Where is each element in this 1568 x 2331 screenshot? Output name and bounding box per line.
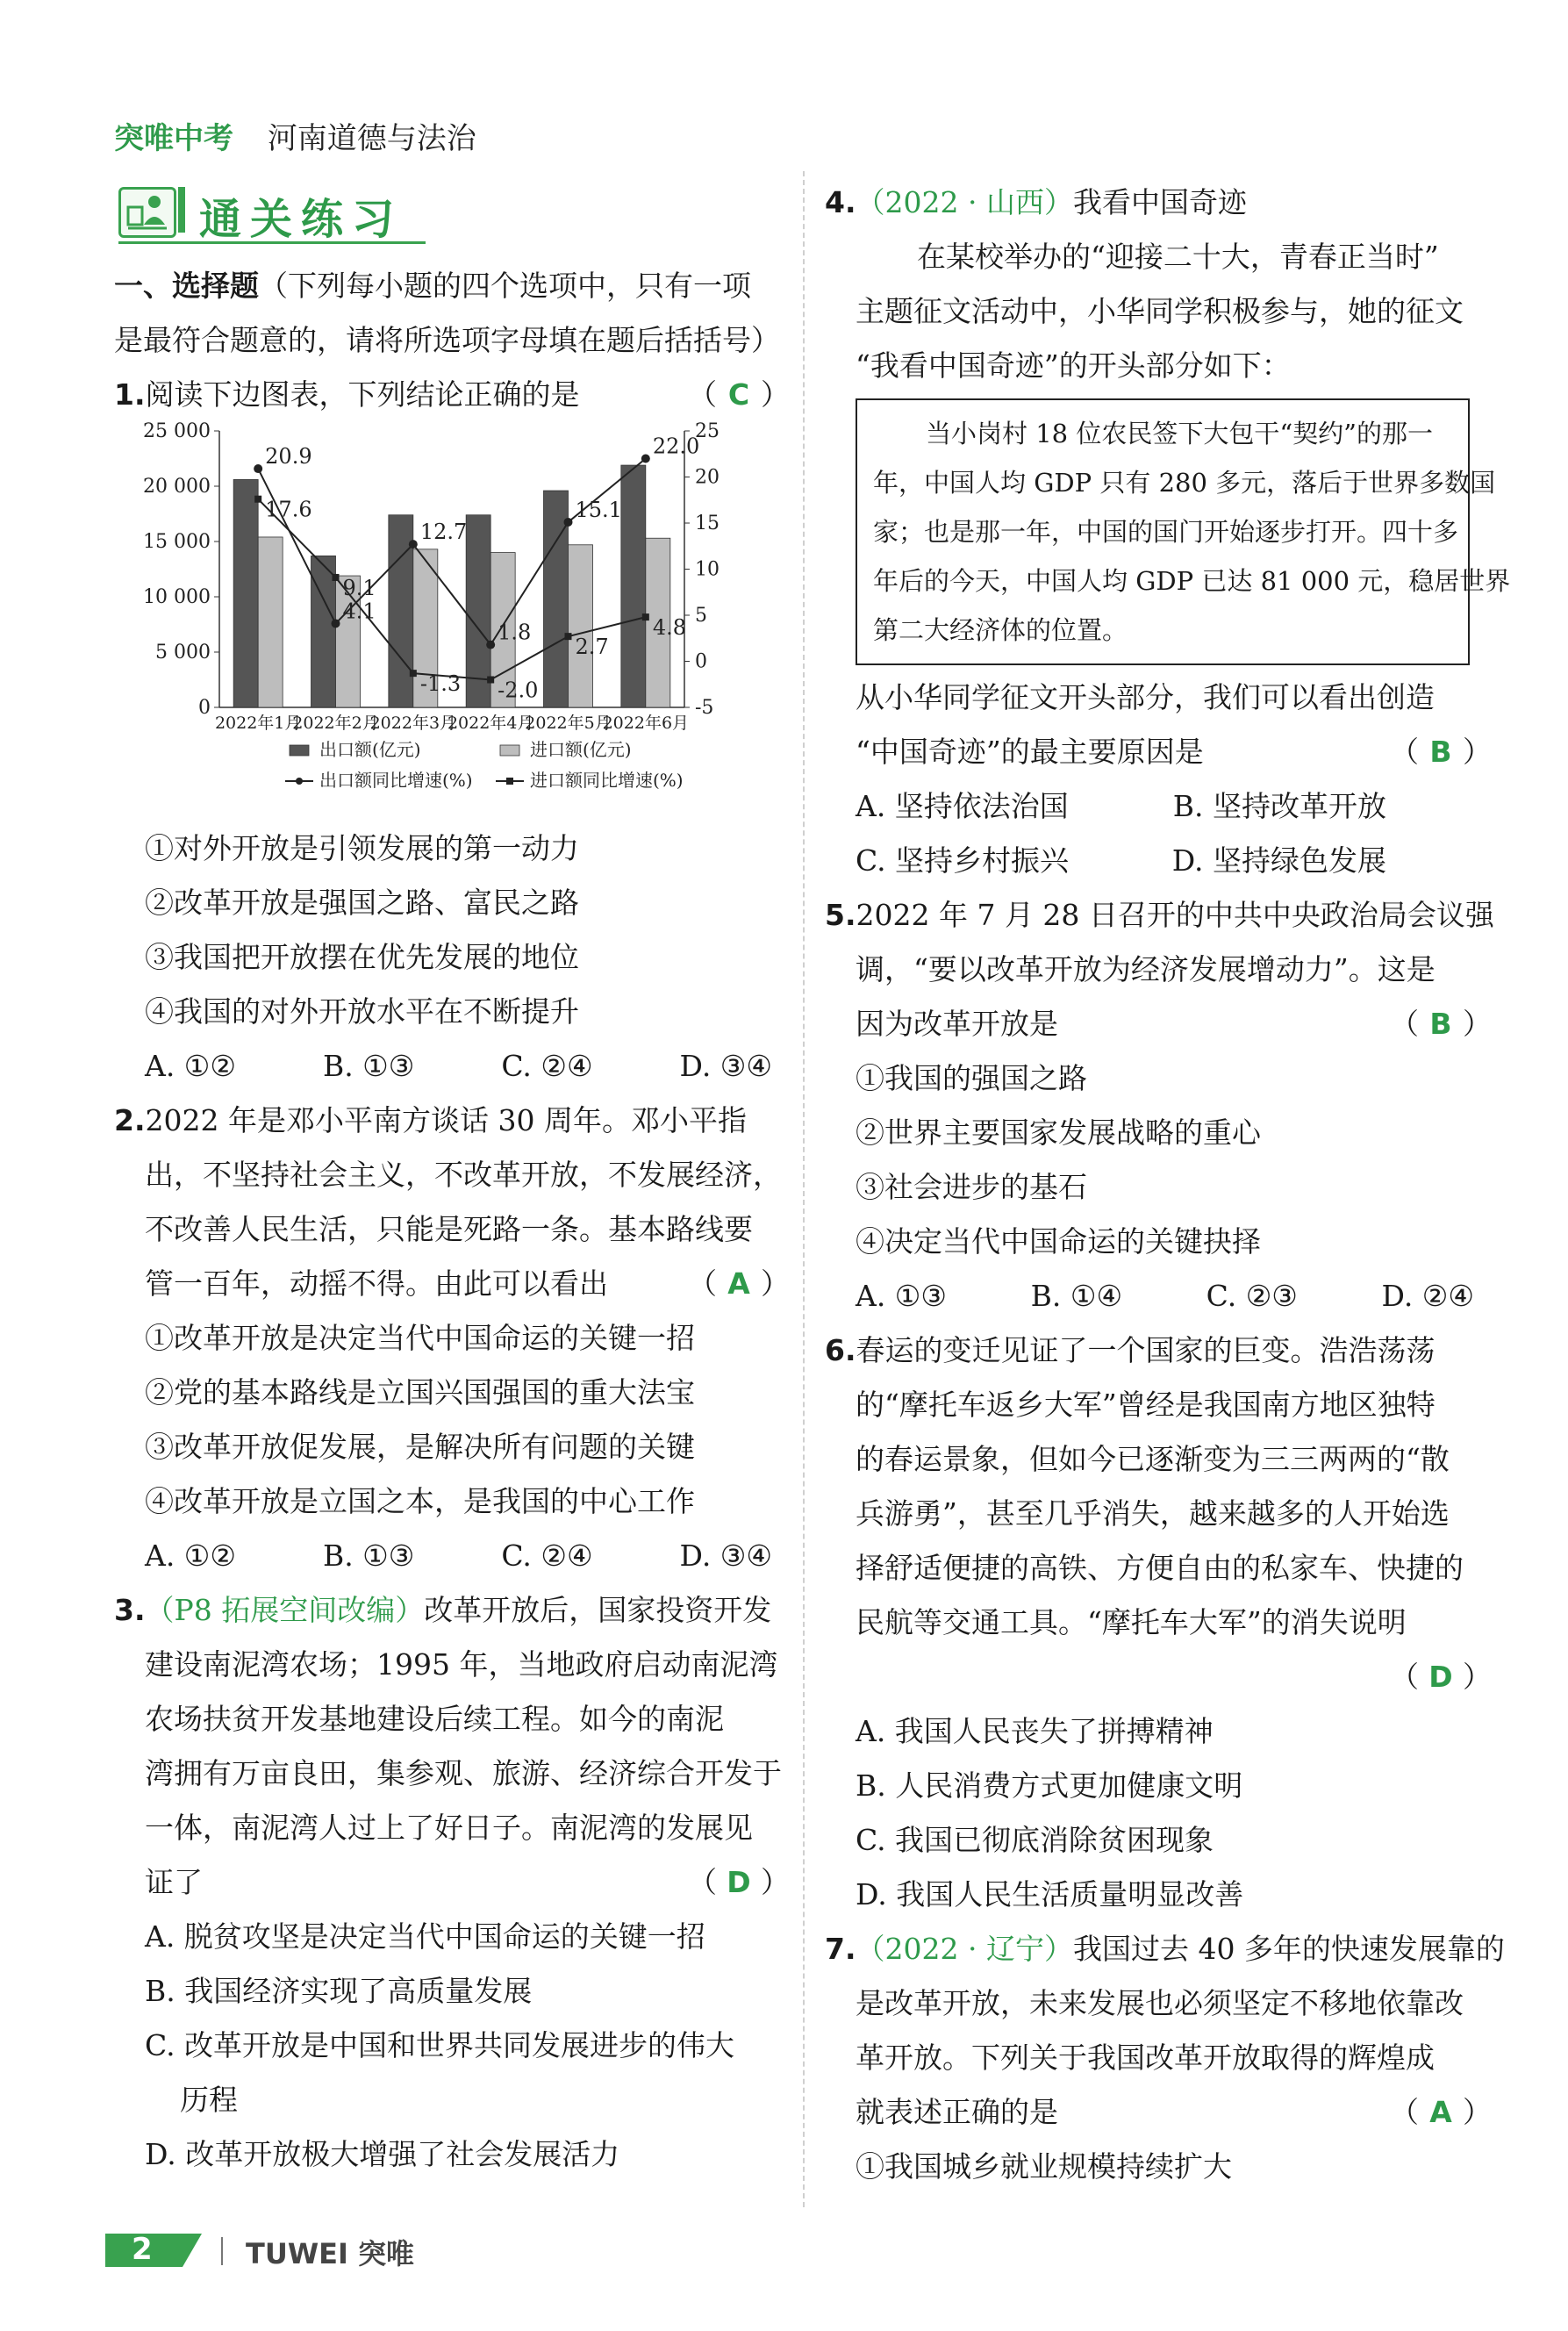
- question-6-line: 的“摩托车返乡大军”曾经是我国南方地区独特: [856, 1388, 1436, 1422]
- q5-options: [825, 1269, 1492, 1323]
- left-tick-label: 15 000: [143, 531, 211, 553]
- category-label: 2022年2月: [292, 714, 379, 733]
- data-label: 17.6: [265, 497, 312, 522]
- legend-marker: [296, 778, 303, 785]
- data-label: 20.9: [265, 444, 312, 470]
- option-c: C. ②④: [501, 1049, 593, 1083]
- question-2-line: 管一百年，动摇不得。由此可以看出 （ A ）: [114, 1257, 790, 1311]
- legend-label: 进口额同比增速(%): [530, 770, 684, 791]
- question-source: （2022 · 山西）: [856, 185, 1073, 219]
- q6-option-d: D. 我国人民生活质量明显改善: [856, 1877, 1244, 1911]
- question-4-intro: 在某校举办的“迎接二十大，青春正当时”: [917, 240, 1439, 274]
- question-3-line: 建设南泥湾农场；1995 年，当地政府启动南泥湾: [145, 1647, 778, 1682]
- q1-item-2: ②改革开放是强国之路、富民之路: [145, 886, 579, 920]
- point-export-growth: [486, 641, 495, 649]
- question-5-line: 5.2022 年 7 月 28 日召开的中共中央政治局会议强: [825, 898, 1494, 932]
- question-4-stem: 从小华同学征文开头部分，我们可以看出创造: [856, 680, 1435, 714]
- excerpt-line: 第二大经济体的位置。: [873, 615, 1128, 645]
- data-label: 4.1: [342, 599, 376, 624]
- question-2-line: 2.2022 年是邓小平南方谈话 30 周年。邓小平指: [114, 1103, 747, 1137]
- question-7-line: 革开放。下列关于我国改革开放取得的辉煌成: [856, 2041, 1435, 2075]
- point-import-growth: [333, 574, 340, 581]
- question-3-line: 3.（P8 拓展空间改编）改革开放后，国家投资开发: [114, 1593, 772, 1627]
- chart-svg: [114, 422, 790, 821]
- q1-item-4: ④我国的对外开放水平在不断提升: [145, 994, 579, 1029]
- answer-bracket: （ B ）: [1390, 725, 1492, 779]
- legend-marker: [506, 778, 513, 785]
- category-label: 2022年4月: [447, 714, 534, 733]
- data-label: 22.0: [652, 434, 700, 459]
- question-5-line: 因为改革开放是 （ B ）: [825, 997, 1492, 1051]
- column-divider: [803, 171, 805, 2207]
- question-6-line: 兵游勇”，甚至几乎消失，越来越多的人开始选: [856, 1496, 1450, 1531]
- option-b: B. 坚持改革开放: [1172, 789, 1386, 823]
- bar-export: [233, 479, 258, 707]
- option-d: D. ③④: [679, 1049, 772, 1083]
- data-label: 9.1: [342, 575, 376, 600]
- point-import-growth: [410, 670, 417, 677]
- q3-option-a: A. 脱贫攻坚是决定当代中国命运的关键一招: [145, 1919, 705, 1954]
- answer-bracket: （ D ）: [688, 1855, 790, 1910]
- q3-option-c: C. 改革开放是中国和世界共同发展进步的伟大: [145, 2028, 735, 2062]
- page-number: 2: [132, 2232, 153, 2267]
- reading-person-icon: [118, 187, 176, 238]
- left-tick-label: 10 000: [143, 586, 211, 608]
- excerpt-line: 当小岗村 18 位农民签下大包干“契约”的那一: [926, 419, 1433, 448]
- q5-item-2: ②世界主要国家发展战略的重心: [856, 1115, 1261, 1150]
- data-label: 12.7: [419, 520, 468, 545]
- right-tick-label: -5: [695, 697, 714, 719]
- q3-option-b: B. 我国经济实现了高质量发展: [145, 1974, 533, 2008]
- question-6-line: 民航等交通工具。“摩托车大军”的消失说明: [856, 1605, 1407, 1639]
- q6-option-a: A. 我国人民丧失了拼搏精神: [856, 1714, 1214, 1748]
- option-b: B. ①④: [1030, 1279, 1123, 1313]
- brand-label: 突唯中考: [114, 121, 233, 156]
- point-import-growth: [254, 496, 261, 503]
- question-6-line: 择舒适便捷的高铁、方便自由的私家车、快捷的: [856, 1551, 1464, 1585]
- question-4-intro: “我看中国奇迹”的开头部分如下：: [856, 348, 1291, 383]
- part-note: 是最符合题意的，请将所选项字母填在题后括括号）: [114, 323, 780, 357]
- bar-import: [569, 545, 593, 707]
- question-3-line: 农场扶贫开发基地建设后续工程。如今的南泥: [145, 1702, 724, 1736]
- q2-item-2: ②党的基本路线是立国兴国强国的重大法宝: [145, 1375, 695, 1409]
- section-title-text: 通关练习: [199, 195, 404, 244]
- section-title: [118, 180, 426, 244]
- legend-swatch: [500, 745, 519, 756]
- question-4-stem: “中国奇迹”的最主要原因是 （ B ）: [825, 725, 1492, 779]
- question-7-line: 是改革开放，未来发展也必须坚定不移地依靠改: [856, 1986, 1464, 2020]
- q4-options-row-1: [825, 779, 1492, 834]
- right-tick-label: 20: [695, 466, 720, 489]
- right-tick-label: 0: [695, 650, 707, 673]
- option-d: D. ③④: [679, 1538, 772, 1573]
- option-c: C. ②④: [501, 1538, 593, 1573]
- option-b: B. ①③: [322, 1049, 415, 1083]
- option-a: A. 坚持依法治国: [856, 789, 1069, 823]
- footer-divider: [221, 2237, 223, 2265]
- answer-letter: D: [1428, 1660, 1453, 1694]
- data-label: 15.1: [575, 497, 622, 522]
- answer-bracket: （ A ）: [688, 1257, 790, 1311]
- question-2-line: 不改善人民生活，只能是死路一条。基本路线要: [145, 1212, 753, 1246]
- q1-item-3: ③我国把开放摆在优先发展的地位: [145, 940, 579, 974]
- question-6-line: 6.春运的变迁见证了一个国家的巨变。浩浩荡荡: [825, 1333, 1436, 1367]
- question-3-line: 一体，南泥湾人过上了好日子。南泥湾的发展见: [145, 1811, 753, 1845]
- point-export-growth: [254, 464, 262, 473]
- category-label: 2022年5月: [525, 714, 612, 733]
- subject-label: 河南道德与法治: [267, 121, 476, 156]
- question-source: （P8 拓展空间改编）: [145, 1593, 425, 1627]
- data-label: -2.0: [498, 678, 539, 703]
- q4-options-row-2: [825, 834, 1492, 888]
- answer-letter: C: [727, 377, 750, 412]
- question-7-line: 7.（2022 · 辽宁）我国过去 40 多年的快速发展靠的: [825, 1932, 1505, 1966]
- point-export-growth: [409, 540, 418, 549]
- option-a: A. ①②: [145, 1049, 236, 1083]
- q2-item-3: ③改革开放促发展，是解决所有问题的关键: [145, 1430, 695, 1464]
- right-tick-label: 25: [695, 422, 720, 442]
- q7-item-1: ①我国城乡就业规模持续扩大: [856, 2149, 1232, 2184]
- point-export-growth: [641, 455, 650, 463]
- bar-export: [311, 556, 336, 707]
- q5-item-3: ③社会进步的基石: [856, 1170, 1087, 1204]
- option-d: D. ②④: [1381, 1279, 1474, 1313]
- part-heading: 一、选择题（下列每小题的四个选项中，只有一项: [114, 269, 751, 303]
- question-3-line: 湾拥有万亩良田，集参观、旅游、经济综合开发于: [145, 1756, 782, 1790]
- category-label: 2022年1月: [214, 714, 302, 733]
- data-label: 4.8: [652, 615, 687, 641]
- data-label: -1.3: [419, 671, 462, 697]
- legend-swatch: [290, 745, 309, 756]
- point-export-growth: [564, 518, 573, 527]
- left-column: [114, 259, 790, 2182]
- right-tick-label: 10: [695, 558, 720, 581]
- question-6-answer-line: [825, 1650, 1492, 1704]
- bar-export: [621, 465, 646, 707]
- data-label: 1.8: [498, 620, 532, 645]
- question-number: 5.: [825, 898, 856, 932]
- answer-bracket: （ C ）: [688, 368, 790, 422]
- bar-import: [258, 537, 283, 707]
- left-tick-label: 0: [198, 697, 211, 719]
- q1-item-1: ①对外开放是引领发展的第一动力: [145, 831, 579, 865]
- question-number: 4.: [825, 185, 856, 219]
- question-1-stem: 1.阅读下边图表，下列结论正确的是 （ C ）: [114, 368, 790, 422]
- q3-option-d: D. 改革开放极大增强了社会发展活力: [145, 2137, 620, 2171]
- left-tick-label: 25 000: [143, 422, 211, 442]
- answer-letter: B: [1429, 1007, 1452, 1041]
- answer-letter: B: [1429, 735, 1452, 769]
- question-7-line: 就表述正确的是 （ A ）: [825, 2085, 1492, 2140]
- title-bar-decoration: [178, 187, 185, 233]
- q5-item-4: ④决定当代中国命运的关键抉择: [856, 1224, 1261, 1259]
- question-number: 1.: [114, 377, 146, 412]
- question-4-title: 4.（2022 · 山西）我看中国奇迹: [825, 185, 1247, 219]
- answer-bracket: （ B ）: [1390, 997, 1492, 1051]
- category-label: 2022年6月: [602, 714, 690, 733]
- right-column: [825, 176, 1511, 2194]
- point-export-growth: [332, 619, 340, 628]
- q6-option-b: B. 人民消费方式更加健康文明: [856, 1768, 1243, 1803]
- question-number: 3.: [114, 1593, 146, 1627]
- answer-bracket: （ D ）: [1390, 1650, 1492, 1704]
- question-4-intro: 主题征文活动中，小华同学积极参与，她的征文: [856, 294, 1464, 328]
- q3-option-c-cont: 历程: [180, 2083, 238, 2117]
- trade-chart: [114, 422, 790, 821]
- category-label: 2022年3月: [369, 714, 457, 733]
- option-d: D. 坚持绿色发展: [1171, 843, 1386, 878]
- point-import-growth: [487, 677, 494, 684]
- left-tick-label: 5 000: [155, 642, 211, 663]
- q2-item-1: ①改革开放是决定当代中国命运的关键一招: [145, 1321, 695, 1355]
- legend-label: 出口额同比增速(%): [319, 770, 473, 791]
- point-import-growth: [642, 613, 649, 620]
- q2-item-4: ④改革开放是立国之本，是我国的中心工作: [145, 1484, 695, 1518]
- question-2-line: 出，不坚持社会主义，不改革开放，不发展经济，: [145, 1158, 782, 1192]
- page-number-badge: [105, 2234, 202, 2267]
- question-number: 2.: [114, 1103, 146, 1137]
- publisher-logo: TUWEI 突唯: [246, 2237, 415, 2270]
- legend-label: 进口额(亿元): [530, 739, 632, 760]
- option-a: A. ①②: [145, 1538, 236, 1573]
- option-b: B. ①③: [322, 1538, 415, 1573]
- left-tick-label: 20 000: [143, 476, 211, 498]
- excerpt-line: 年后的今天，中国人均 GDP 已达 81 000 元，稳居世界: [873, 566, 1511, 596]
- data-label: 2.7: [575, 635, 609, 660]
- q2-options: [114, 1529, 790, 1583]
- excerpt-line: 年，中国人均 GDP 只有 280 多元，落后于世界多数国: [873, 468, 1496, 498]
- point-import-growth: [565, 633, 572, 640]
- question-number: 6.: [825, 1333, 856, 1367]
- q1-options: [114, 1039, 790, 1094]
- legend-label: 出口额(亿元): [319, 739, 421, 760]
- question-number: 7.: [825, 1932, 856, 1966]
- q5-item-1: ①我国的强国之路: [856, 1061, 1087, 1095]
- answer-letter: D: [727, 1865, 751, 1899]
- option-c: C. ②③: [1206, 1279, 1298, 1313]
- question-6-line: 的春运景象，但如今已逐渐变为三三两两的“散: [856, 1442, 1450, 1476]
- essay-excerpt-box: [856, 398, 1511, 665]
- answer-letter: A: [727, 1266, 750, 1301]
- q6-option-c: C. 我国已彻底消除贫困现象: [856, 1823, 1214, 1857]
- question-5-line: 调，“要以改革开放为经济发展增动力”。这是: [856, 952, 1436, 986]
- page-header: [114, 114, 476, 157]
- excerpt-line: 家；也是那一年，中国的国门开始逐步打开。四十多: [873, 517, 1459, 547]
- question-source: （2022 · 辽宁）: [856, 1932, 1073, 1966]
- question-3-line: 证了 （ D ）: [114, 1855, 790, 1910]
- answer-bracket: （ A ）: [1390, 2085, 1492, 2140]
- option-a: A. ①③: [856, 1279, 947, 1313]
- right-tick-label: 15: [695, 513, 720, 534]
- option-c: C. 坚持乡村振兴: [856, 843, 1070, 878]
- answer-letter: A: [1429, 2095, 1452, 2129]
- right-tick-label: 5: [695, 605, 707, 627]
